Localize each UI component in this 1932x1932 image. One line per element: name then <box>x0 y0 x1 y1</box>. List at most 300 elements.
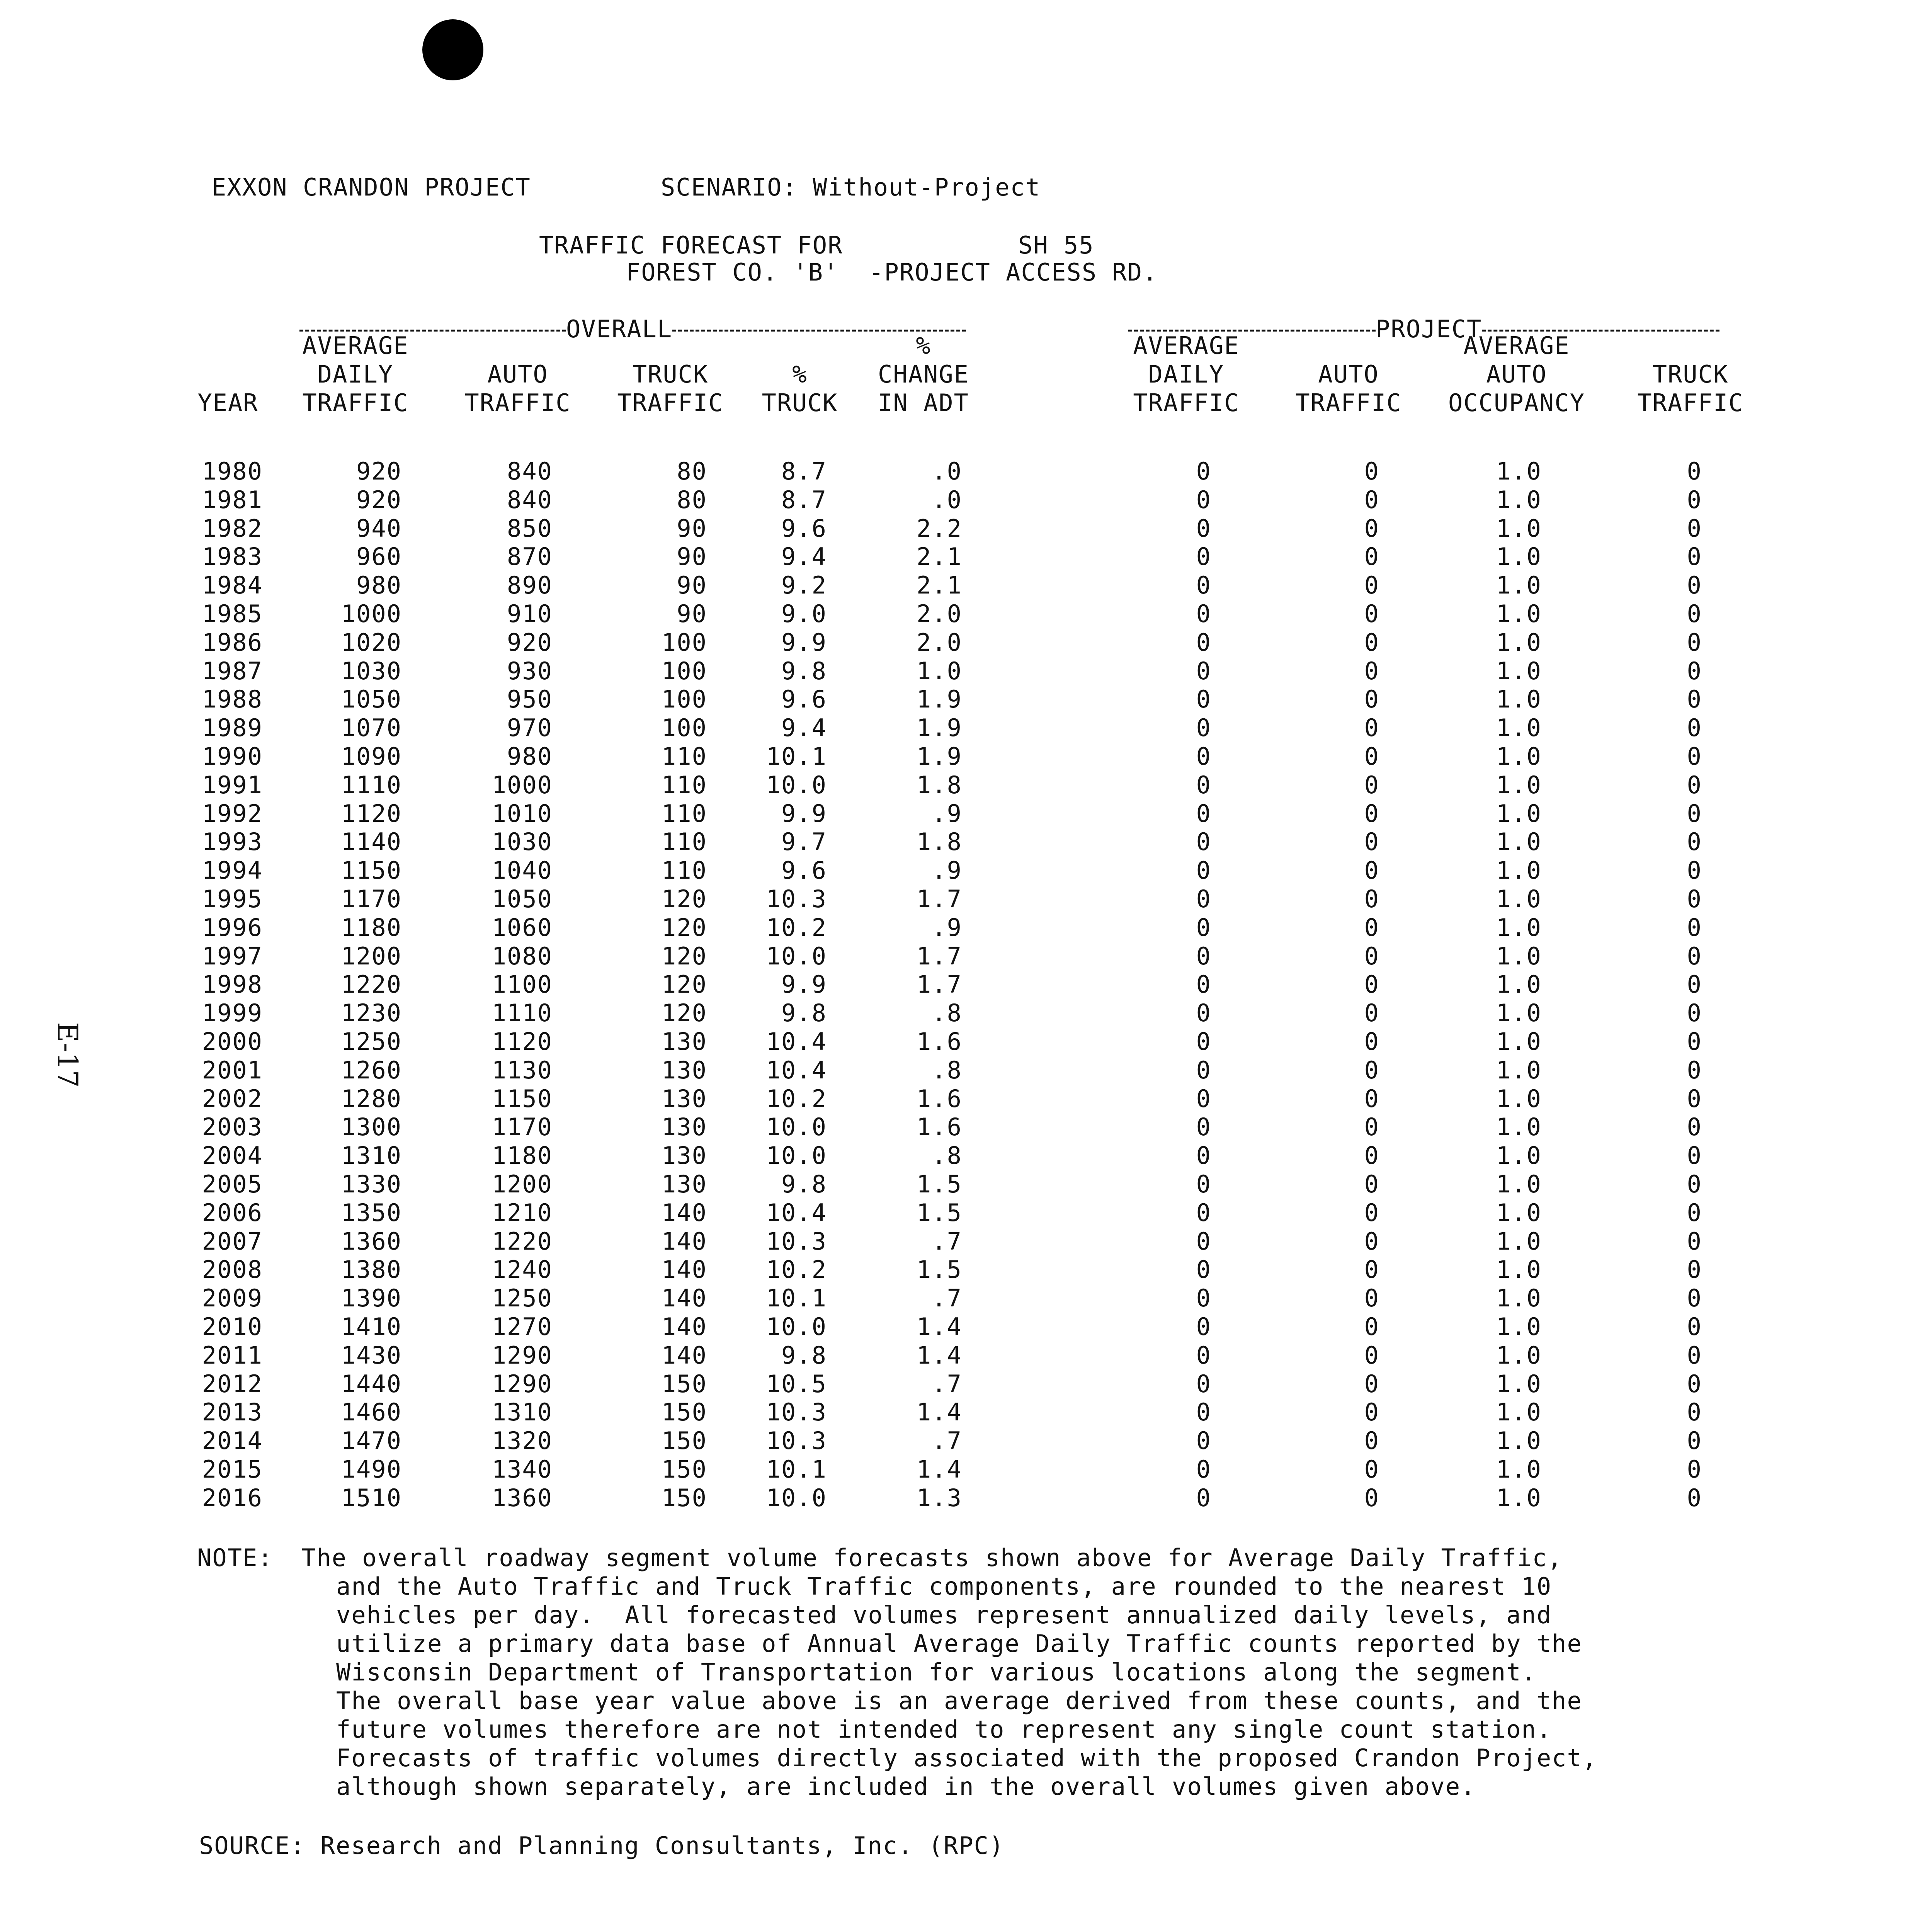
cell-proj_truck: 0 <box>1687 1427 1702 1455</box>
cell-proj_auto: 0 <box>1364 1455 1379 1483</box>
cell-proj_adt: 0 <box>1196 657 1211 685</box>
cell-pct_change: 1.5 <box>917 1255 962 1284</box>
cell-pct_change: .0 <box>932 457 962 485</box>
cell-truck: 130 <box>662 1056 707 1084</box>
cell-proj_occ: 1.0 <box>1496 1085 1542 1113</box>
note-line: future volumes therefore are not intended to represent any single count station. <box>336 1715 1552 1743</box>
cell-auto: 1120 <box>492 1027 553 1056</box>
cell-proj_occ: 1.0 <box>1496 856 1542 884</box>
cell-pct_truck: 8.7 <box>781 457 827 485</box>
cell-adt: 1050 <box>341 685 402 713</box>
cell-auto: 1270 <box>492 1313 553 1341</box>
cell-adt: 1020 <box>341 628 402 656</box>
cell-auto: 1150 <box>492 1085 553 1113</box>
cell-year: 1986 <box>202 628 263 656</box>
cell-proj_truck: 0 <box>1687 1085 1702 1113</box>
cell-year: 1998 <box>202 970 263 998</box>
cell-auto: 1360 <box>492 1484 553 1512</box>
cell-proj_truck: 0 <box>1687 1199 1702 1227</box>
cell-year: 2003 <box>202 1113 263 1141</box>
cell-auto: 970 <box>507 714 553 742</box>
cell-year: 1991 <box>202 771 263 799</box>
cell-proj_occ: 1.0 <box>1496 742 1542 770</box>
cell-adt: 1200 <box>341 942 402 970</box>
cell-auto: 1170 <box>492 1113 553 1141</box>
cell-pct_change: 1.4 <box>917 1398 962 1426</box>
cell-adt: 1260 <box>341 1056 402 1084</box>
cell-truck: 150 <box>662 1370 707 1398</box>
cell-adt: 1330 <box>341 1170 402 1198</box>
cell-pct_change: 1.9 <box>917 742 962 770</box>
column-header-proj_auto-line-1: AUTO <box>1318 360 1379 388</box>
column-header-auto-line-1: AUTO <box>487 360 548 388</box>
cell-proj_occ: 1.0 <box>1496 771 1542 799</box>
column-header-pct_change-line-3: IN ADT <box>878 389 969 417</box>
cell-proj_truck: 0 <box>1687 1141 1702 1170</box>
cell-pct_truck: 9.8 <box>781 1170 827 1198</box>
cell-year: 1994 <box>202 856 263 884</box>
cell-truck: 90 <box>677 514 707 543</box>
source-citation: SOURCE: Research and Planning Consultants, Inc. (RPC) <box>199 1832 1005 1860</box>
cell-adt: 1090 <box>341 742 402 770</box>
cell-auto: 870 <box>507 543 553 571</box>
cell-adt: 1440 <box>341 1370 402 1398</box>
cell-pct_truck: 10.0 <box>766 1113 827 1141</box>
cell-proj_adt: 0 <box>1196 628 1211 656</box>
cell-proj_auto: 0 <box>1364 885 1379 913</box>
column-header-pct_truck-line-2: TRUCK <box>762 389 838 417</box>
segment-label: FOREST CO. 'B' -PROJECT ACCESS RD. <box>626 258 1158 286</box>
cell-truck: 80 <box>677 486 707 514</box>
cell-auto: 1000 <box>492 771 553 799</box>
column-header-proj_adt-line-2: DAILY <box>1148 360 1225 388</box>
cell-proj_auto: 0 <box>1364 1398 1379 1426</box>
cell-proj_adt: 0 <box>1196 514 1211 543</box>
cell-adt: 1470 <box>341 1427 402 1455</box>
cell-proj_auto: 0 <box>1364 457 1379 485</box>
cell-auto: 1240 <box>492 1255 553 1284</box>
cell-pct_truck: 10.2 <box>766 913 827 942</box>
column-header-pct_truck-line-1: % <box>792 360 808 388</box>
cell-pct_change: .7 <box>932 1284 962 1312</box>
cell-adt: 1460 <box>341 1398 402 1426</box>
cell-proj_occ: 1.0 <box>1496 999 1542 1027</box>
cell-adt: 1350 <box>341 1199 402 1227</box>
cell-proj_occ: 1.0 <box>1496 799 1542 828</box>
cell-truck: 140 <box>662 1284 707 1312</box>
cell-proj_auto: 0 <box>1364 799 1379 828</box>
cell-proj_adt: 0 <box>1196 942 1211 970</box>
cell-year: 1985 <box>202 600 263 628</box>
cell-proj_adt: 0 <box>1196 828 1211 856</box>
cell-pct_change: .9 <box>932 856 962 884</box>
cell-truck: 100 <box>662 628 707 656</box>
cell-truck: 130 <box>662 1027 707 1056</box>
cell-proj_truck: 0 <box>1687 457 1702 485</box>
cell-pct_change: 1.8 <box>917 771 962 799</box>
cell-pct_change: 1.6 <box>917 1027 962 1056</box>
cell-pct_change: .7 <box>932 1427 962 1455</box>
cell-proj_truck: 0 <box>1687 1284 1702 1312</box>
cell-pct_change: 1.3 <box>917 1484 962 1512</box>
cell-proj_adt: 0 <box>1196 999 1211 1027</box>
cell-proj_auto: 0 <box>1364 942 1379 970</box>
cell-proj_auto: 0 <box>1364 685 1379 713</box>
cell-truck: 120 <box>662 885 707 913</box>
cell-auto: 1290 <box>492 1370 553 1398</box>
cell-pct_change: 1.6 <box>917 1113 962 1141</box>
cell-proj_truck: 0 <box>1687 856 1702 884</box>
cell-pct_truck: 10.0 <box>766 1313 827 1341</box>
cell-adt: 1220 <box>341 970 402 998</box>
cell-pct_change: .7 <box>932 1227 962 1255</box>
cell-proj_adt: 0 <box>1196 1313 1211 1341</box>
cell-pct_truck: 9.6 <box>781 856 827 884</box>
cell-pct_truck: 10.0 <box>766 771 827 799</box>
cell-proj_auto: 0 <box>1364 1027 1379 1056</box>
column-header-truck-line-1: TRUCK <box>632 360 709 388</box>
cell-proj_occ: 1.0 <box>1496 828 1542 856</box>
cell-proj_occ: 1.0 <box>1496 457 1542 485</box>
cell-adt: 1300 <box>341 1113 402 1141</box>
cell-proj_occ: 1.0 <box>1496 885 1542 913</box>
cell-proj_auto: 0 <box>1364 1341 1379 1369</box>
cell-adt: 1110 <box>341 771 402 799</box>
cell-auto: 910 <box>507 600 553 628</box>
column-header-truck-line-2: TRAFFIC <box>617 389 724 417</box>
cell-auto: 920 <box>507 628 553 656</box>
cell-proj_truck: 0 <box>1687 1056 1702 1084</box>
cell-pct_change: 1.5 <box>917 1199 962 1227</box>
cell-proj_auto: 0 <box>1364 543 1379 571</box>
cell-auto: 1220 <box>492 1227 553 1255</box>
cell-year: 2007 <box>202 1227 263 1255</box>
cell-proj_auto: 0 <box>1364 1199 1379 1227</box>
cell-proj_occ: 1.0 <box>1496 657 1542 685</box>
cell-proj_occ: 1.0 <box>1496 514 1542 543</box>
cell-proj_occ: 1.0 <box>1496 1370 1542 1398</box>
cell-year: 2004 <box>202 1141 263 1170</box>
cell-year: 1983 <box>202 543 263 571</box>
cell-pct_change: .7 <box>932 1370 962 1398</box>
cell-proj_truck: 0 <box>1687 685 1702 713</box>
cell-pct_truck: 10.1 <box>766 742 827 770</box>
cell-proj_truck: 0 <box>1687 1313 1702 1341</box>
cell-proj_adt: 0 <box>1196 1370 1211 1398</box>
cell-auto: 1290 <box>492 1341 553 1369</box>
cell-proj_occ: 1.0 <box>1496 1398 1542 1426</box>
cell-auto: 950 <box>507 685 553 713</box>
cell-proj_occ: 1.0 <box>1496 1141 1542 1170</box>
cell-proj_adt: 0 <box>1196 714 1211 742</box>
cell-pct_truck: 10.4 <box>766 1199 827 1227</box>
cell-adt: 1310 <box>341 1141 402 1170</box>
note-line: Wisconsin Department of Transportation for various locations along the segment. <box>336 1658 1537 1686</box>
cell-proj_occ: 1.0 <box>1496 486 1542 514</box>
cell-year: 2006 <box>202 1199 263 1227</box>
cell-adt: 1280 <box>341 1085 402 1113</box>
cell-proj_occ: 1.0 <box>1496 571 1542 599</box>
cell-truck: 110 <box>662 771 707 799</box>
column-header-proj_occ-line-2: AUTO <box>1486 360 1547 388</box>
cell-pct_truck: 10.3 <box>766 885 827 913</box>
cell-pct_truck: 8.7 <box>781 486 827 514</box>
column-header-adt-line-2: DAILY <box>317 360 394 388</box>
cell-proj_auto: 0 <box>1364 1170 1379 1198</box>
cell-auto: 1100 <box>492 970 553 998</box>
column-header-proj_occ-line-3: OCCUPANCY <box>1448 389 1585 417</box>
cell-pct_truck: 9.9 <box>781 799 827 828</box>
column-header-proj_adt-line-3: TRAFFIC <box>1133 389 1240 417</box>
cell-auto: 1320 <box>492 1427 553 1455</box>
cell-proj_occ: 1.0 <box>1496 1341 1542 1369</box>
cell-year: 1989 <box>202 714 263 742</box>
cell-pct_truck: 10.0 <box>766 1141 827 1170</box>
cell-truck: 90 <box>677 543 707 571</box>
cell-truck: 140 <box>662 1199 707 1227</box>
cell-auto: 1180 <box>492 1141 553 1170</box>
route-label: SH 55 <box>1018 231 1094 259</box>
cell-year: 2014 <box>202 1427 263 1455</box>
cell-adt: 1150 <box>341 856 402 884</box>
cell-proj_adt: 0 <box>1196 1227 1211 1255</box>
cell-pct_change: 2.1 <box>917 571 962 599</box>
cell-proj_auto: 0 <box>1364 970 1379 998</box>
cell-proj_truck: 0 <box>1687 999 1702 1027</box>
cell-pct_change: 1.7 <box>917 942 962 970</box>
cell-year: 2015 <box>202 1455 263 1483</box>
cell-pct_truck: 10.3 <box>766 1427 827 1455</box>
cell-truck: 90 <box>677 600 707 628</box>
cell-proj_auto: 0 <box>1364 1313 1379 1341</box>
column-header-proj_auto-line-2: TRAFFIC <box>1295 389 1402 417</box>
cell-proj_truck: 0 <box>1687 1227 1702 1255</box>
column-header-auto-line-2: TRAFFIC <box>464 389 571 417</box>
cell-truck: 150 <box>662 1398 707 1426</box>
cell-auto: 1210 <box>492 1199 553 1227</box>
cell-proj_adt: 0 <box>1196 856 1211 884</box>
cell-adt: 1430 <box>341 1341 402 1369</box>
cell-proj_auto: 0 <box>1364 714 1379 742</box>
cell-truck: 110 <box>662 856 707 884</box>
cell-pct_truck: 10.3 <box>766 1227 827 1255</box>
cell-auto: 1340 <box>492 1455 553 1483</box>
cell-proj_adt: 0 <box>1196 799 1211 828</box>
cell-pct_truck: 10.1 <box>766 1455 827 1483</box>
cell-proj_auto: 0 <box>1364 856 1379 884</box>
cell-truck: 110 <box>662 828 707 856</box>
cell-proj_truck: 0 <box>1687 1027 1702 1056</box>
cell-pct_truck: 9.6 <box>781 685 827 713</box>
cell-adt: 1510 <box>341 1484 402 1512</box>
cell-auto: 1080 <box>492 942 553 970</box>
cell-auto: 840 <box>507 457 553 485</box>
cell-proj_truck: 0 <box>1687 1398 1702 1426</box>
cell-proj_adt: 0 <box>1196 1284 1211 1312</box>
cell-proj_occ: 1.0 <box>1496 1199 1542 1227</box>
cell-proj_occ: 1.0 <box>1496 1056 1542 1084</box>
note-line: The overall base year value above is an average derived from these counts, and the <box>336 1687 1582 1715</box>
cell-proj_truck: 0 <box>1687 742 1702 770</box>
cell-proj_auto: 0 <box>1364 657 1379 685</box>
cell-proj_truck: 0 <box>1687 600 1702 628</box>
cell-adt: 960 <box>356 543 402 571</box>
cell-proj_occ: 1.0 <box>1496 1027 1542 1056</box>
cell-pct_truck: 10.3 <box>766 1398 827 1426</box>
cell-pct_change: 1.6 <box>917 1085 962 1113</box>
cell-proj_adt: 0 <box>1196 1427 1211 1455</box>
cell-truck: 140 <box>662 1255 707 1284</box>
cell-proj_truck: 0 <box>1687 1113 1702 1141</box>
cell-pct_change: 2.2 <box>917 514 962 543</box>
cell-adt: 980 <box>356 571 402 599</box>
column-header-pct_change-line-2: CHANGE <box>878 360 969 388</box>
cell-proj_auto: 0 <box>1364 1227 1379 1255</box>
cell-adt: 1180 <box>341 913 402 942</box>
cell-proj_auto: 0 <box>1364 1284 1379 1312</box>
cell-pct_truck: 9.9 <box>781 628 827 656</box>
note-line: although shown separately, are included in the overall volumes given above. <box>336 1772 1476 1801</box>
cell-truck: 100 <box>662 714 707 742</box>
note-line: The overall roadway segment volume forecasts shown above for Average Daily Traffic, <box>301 1544 1563 1572</box>
cell-proj_truck: 0 <box>1687 799 1702 828</box>
cell-proj_truck: 0 <box>1687 1341 1702 1369</box>
cell-proj_occ: 1.0 <box>1496 1484 1542 1512</box>
cell-proj_adt: 0 <box>1196 913 1211 942</box>
cell-proj_occ: 1.0 <box>1496 942 1542 970</box>
cell-pct_change: 2.0 <box>917 600 962 628</box>
cell-proj_occ: 1.0 <box>1496 970 1542 998</box>
cell-adt: 1140 <box>341 828 402 856</box>
cell-truck: 150 <box>662 1484 707 1512</box>
cell-year: 2002 <box>202 1085 263 1113</box>
cell-proj_truck: 0 <box>1687 1455 1702 1483</box>
cell-proj_auto: 0 <box>1364 486 1379 514</box>
cell-year: 1992 <box>202 799 263 828</box>
cell-adt: 1070 <box>341 714 402 742</box>
cell-proj_auto: 0 <box>1364 514 1379 543</box>
cell-pct_change: 1.7 <box>917 885 962 913</box>
cell-truck: 140 <box>662 1341 707 1369</box>
cell-truck: 110 <box>662 742 707 770</box>
cell-proj_occ: 1.0 <box>1496 1427 1542 1455</box>
cell-truck: 120 <box>662 942 707 970</box>
cell-proj_adt: 0 <box>1196 486 1211 514</box>
cell-year: 2005 <box>202 1170 263 1198</box>
cell-proj_truck: 0 <box>1687 1255 1702 1284</box>
cell-proj_adt: 0 <box>1196 1484 1211 1512</box>
cell-adt: 1250 <box>341 1027 402 1056</box>
cell-auto: 930 <box>507 657 553 685</box>
cell-adt: 920 <box>356 486 402 514</box>
cell-proj_auto: 0 <box>1364 999 1379 1027</box>
cell-year: 2012 <box>202 1370 263 1398</box>
cell-proj_auto: 0 <box>1364 628 1379 656</box>
cell-proj_adt: 0 <box>1196 970 1211 998</box>
cell-truck: 140 <box>662 1313 707 1341</box>
cell-proj_adt: 0 <box>1196 885 1211 913</box>
cell-proj_occ: 1.0 <box>1496 543 1542 571</box>
cell-auto: 1010 <box>492 799 553 828</box>
cell-year: 2001 <box>202 1056 263 1084</box>
cell-pct_truck: 10.1 <box>766 1284 827 1312</box>
forecast-title: TRAFFIC FORECAST FOR <box>539 231 843 259</box>
cell-truck: 140 <box>662 1227 707 1255</box>
cell-auto: 1050 <box>492 885 553 913</box>
cell-pct_change: 1.9 <box>917 714 962 742</box>
cell-pct_truck: 10.2 <box>766 1255 827 1284</box>
cell-proj_occ: 1.0 <box>1496 1170 1542 1198</box>
cell-auto: 1250 <box>492 1284 553 1312</box>
cell-proj_auto: 0 <box>1364 1484 1379 1512</box>
cell-proj_auto: 0 <box>1364 600 1379 628</box>
cell-pct_change: .9 <box>932 799 962 828</box>
cell-proj_adt: 0 <box>1196 543 1211 571</box>
scenario-label: SCENARIO: Without-Project <box>661 173 1041 201</box>
cell-adt: 1030 <box>341 657 402 685</box>
cell-proj_adt: 0 <box>1196 1056 1211 1084</box>
cell-year: 2016 <box>202 1484 263 1512</box>
cell-pct_truck: 9.8 <box>781 1341 827 1369</box>
cell-pct_truck: 9.0 <box>781 600 827 628</box>
cell-proj_auto: 0 <box>1364 828 1379 856</box>
cell-year: 1997 <box>202 942 263 970</box>
cell-pct_truck: 10.0 <box>766 1484 827 1512</box>
cell-year: 1988 <box>202 685 263 713</box>
page-number: E-17 <box>51 1022 84 1088</box>
cell-truck: 120 <box>662 999 707 1027</box>
cell-year: 1995 <box>202 885 263 913</box>
cell-pct_truck: 9.4 <box>781 543 827 571</box>
cell-truck: 100 <box>662 657 707 685</box>
cell-proj_truck: 0 <box>1687 543 1702 571</box>
cell-pct_truck: 9.2 <box>781 571 827 599</box>
cell-pct_change: 1.4 <box>917 1341 962 1369</box>
cell-proj_auto: 0 <box>1364 771 1379 799</box>
cell-pct_change: 1.8 <box>917 828 962 856</box>
cell-year: 1996 <box>202 913 263 942</box>
cell-auto: 1310 <box>492 1398 553 1426</box>
cell-year: 1993 <box>202 828 263 856</box>
cell-auto: 850 <box>507 514 553 543</box>
cell-proj_adt: 0 <box>1196 742 1211 770</box>
cell-pct_change: .8 <box>932 1056 962 1084</box>
cell-proj_truck: 0 <box>1687 885 1702 913</box>
cell-proj_occ: 1.0 <box>1496 1113 1542 1141</box>
cell-year: 2008 <box>202 1255 263 1284</box>
cell-pct_truck: 10.4 <box>766 1056 827 1084</box>
cell-pct_change: .0 <box>932 486 962 514</box>
cell-pct_change: 1.7 <box>917 970 962 998</box>
cell-truck: 110 <box>662 799 707 828</box>
cell-pct_truck: 10.0 <box>766 942 827 970</box>
note-label: NOTE: <box>197 1544 273 1572</box>
cell-proj_truck: 0 <box>1687 657 1702 685</box>
column-header-adt-line-3: TRAFFIC <box>302 389 409 417</box>
cell-truck: 130 <box>662 1113 707 1141</box>
column-header-proj_adt-line-1: AVERAGE <box>1133 332 1240 360</box>
cell-proj_truck: 0 <box>1687 970 1702 998</box>
cell-proj_auto: 0 <box>1364 1255 1379 1284</box>
cell-proj_truck: 0 <box>1687 828 1702 856</box>
cell-proj_auto: 0 <box>1364 571 1379 599</box>
cell-pct_change: .9 <box>932 913 962 942</box>
cell-auto: 1030 <box>492 828 553 856</box>
cell-proj_adt: 0 <box>1196 771 1211 799</box>
cell-proj_truck: 0 <box>1687 913 1702 942</box>
cell-pct_truck: 9.8 <box>781 657 827 685</box>
cell-proj_auto: 0 <box>1364 1085 1379 1113</box>
